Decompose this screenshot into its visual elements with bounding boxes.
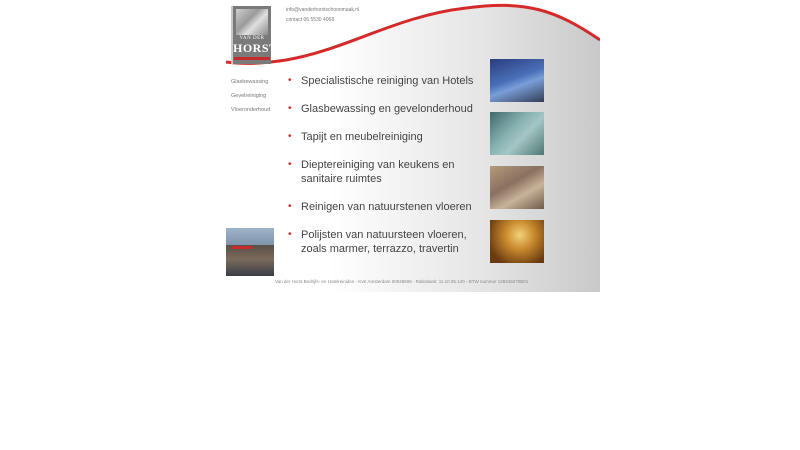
- service-text: Glasbewassing en gevelonderhoud: [301, 103, 473, 115]
- service-text: Tapijt en meubelreiniging: [301, 131, 423, 143]
- bullet-icon: •: [288, 131, 292, 142]
- contact-phone: contact 06 5530 4068: [286, 17, 335, 23]
- page-container: [226, 0, 600, 292]
- logo-text-top: VAN DER: [239, 36, 265, 41]
- hotel-building-photo: [490, 59, 544, 102]
- handshake-icon: [236, 9, 268, 35]
- bullet-icon: •: [288, 229, 292, 240]
- facade-cleaning-photo: [490, 112, 544, 155]
- contact-email-link[interactable]: info@vanderhorstschoonmaak.nl: [286, 7, 360, 13]
- logo-red-bar: [234, 57, 270, 60]
- service-text: Polijsten van natuursteen vloeren, zoals marmer, terrazzo, travertin: [301, 229, 467, 255]
- service-text: Specialistische reiniging van Hotels: [301, 75, 474, 87]
- bullet-icon: •: [288, 75, 292, 86]
- company-logo[interactable]: [231, 6, 278, 64]
- building-sign: [232, 246, 252, 249]
- company-building-photo: [226, 228, 274, 276]
- service-text: Reinigen van natuurstenen vloeren: [301, 201, 472, 213]
- nav-item-vloeronderhoud[interactable]: Vloeronderhoud: [231, 107, 271, 113]
- nav-item-glasbewassing[interactable]: Glasbewassing: [231, 79, 269, 85]
- logo-text-main: HORST: [233, 41, 278, 55]
- service-text: Dieptereiniging van keukens en sanitaire ruimtes: [301, 159, 455, 185]
- bullet-icon: •: [288, 159, 292, 170]
- bullet-icon: •: [288, 103, 292, 114]
- nav-item-gevelreiniging[interactable]: Gevelreiniging: [231, 93, 267, 99]
- stone-wall-photo: [490, 166, 544, 209]
- bullet-icon: •: [288, 201, 292, 212]
- footer-text: Van der Horst Bedrijfs- en Hotelreiniden - KvK Amsterdam 00048606 - Rabobank: 11.10.05.140 - BTW nummer 128346270B01: [275, 279, 529, 284]
- hotel-lobby-photo: [490, 220, 544, 263]
